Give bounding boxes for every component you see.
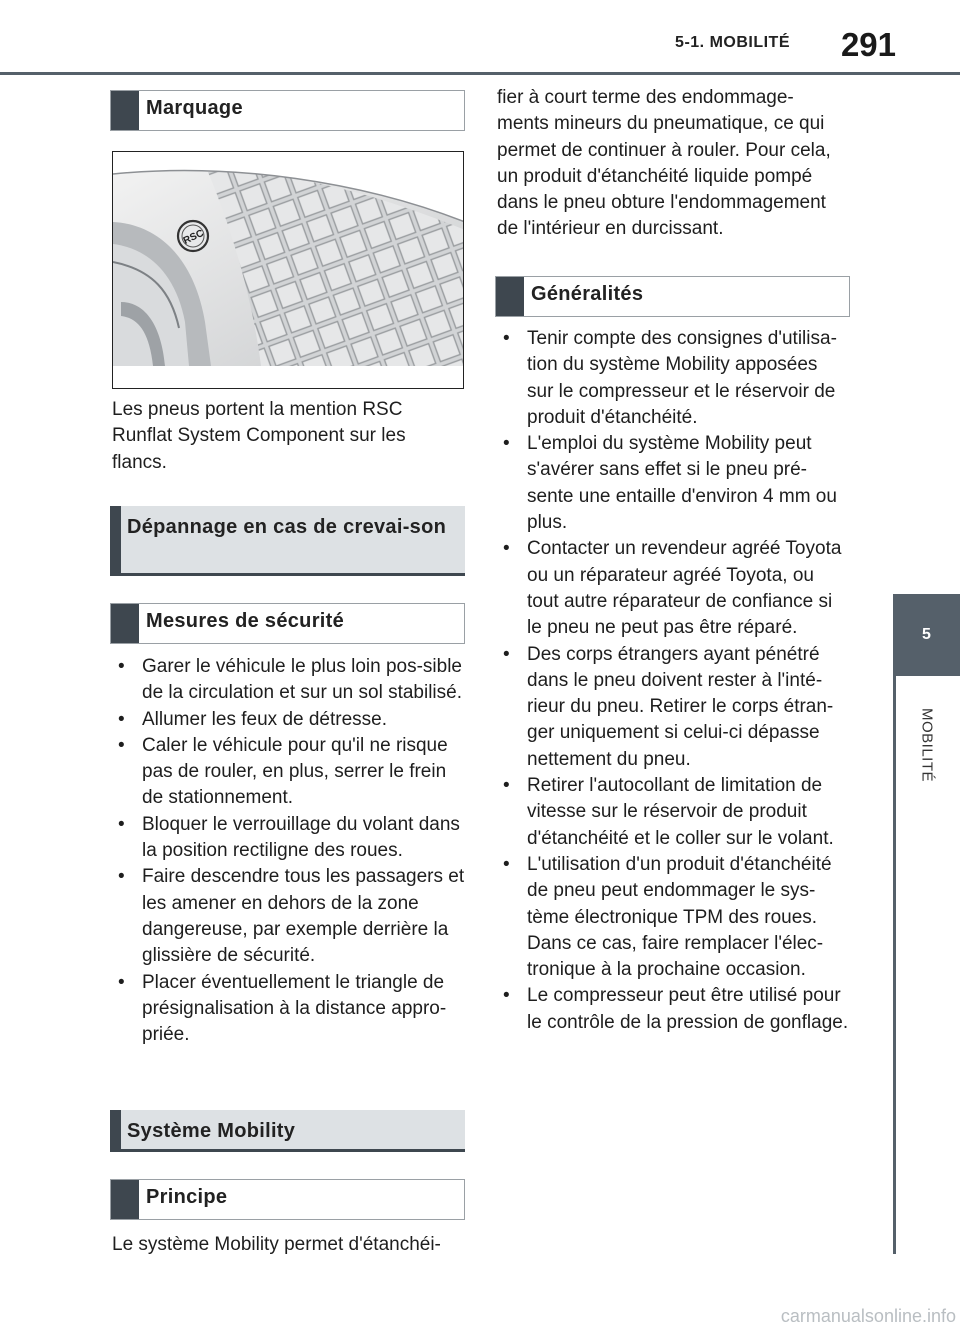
heading-depannage	[110, 506, 465, 576]
heading-marquage-text: Marquage	[146, 97, 243, 119]
paragraph-marquage: Les pneus portent la mention RSC Runflat System Component sur les flancs.	[112, 399, 406, 473]
list-item: • Faire descendre tous les passagers et les amener en dehors de la zone dangereuse, par exemple derrière la glissière de sécurité.	[112, 864, 467, 969]
heading-mesures	[110, 603, 465, 644]
section-title: 5-1. MOBILITÉ	[675, 34, 790, 51]
tire-drawing	[113, 152, 464, 389]
heading-generalites-text: Généralités	[531, 283, 644, 305]
header-rule	[0, 72, 960, 75]
page-number: 291	[840, 26, 896, 63]
paragraph-principe-cont: fier à court terme des endommage-ments mineurs du pneumatique, ce qui permet de continuer à rouler. Pour cela, un produit d'étanchéité liquide pompé dans le pneu obture l'endommagement de l'intérieur en durcissant.	[497, 87, 831, 240]
tire-illustration	[112, 151, 464, 389]
watermark: carmanualsonline.info	[780, 1306, 956, 1326]
heading-depannage-text: Dépannage en cas de crevai-son	[127, 516, 447, 538]
list-mesures	[112, 654, 467, 1048]
heading-generalites	[495, 276, 850, 317]
list-item: • L'utilisation d'un produit d'étanchéité de pneu peut endommager le sys-tème électronique TPM des roues. Dans ce cas, faire remplacer l'élec-tronique à la prochaine occasion.	[497, 852, 849, 983]
chapter-label	[893, 690, 960, 800]
list-item: • Garer le véhicule le plus loin pos-sible de la circulation et sur un sol stabilisé.	[112, 654, 467, 707]
chapter-label-text: MOBILITÉ	[918, 707, 935, 783]
rsc-emblem: RSC	[181, 227, 206, 247]
list-item: • Placer éventuellement le triangle de présignalisation à la distance appro-priée.	[112, 970, 467, 1049]
list-item: • Des corps étrangers ayant pénétré dans le pneu doivent rester à l'inté-rieur du pneu. Retirer le corps étran-ger uniquement si celui-ci dépasse nettement du pneu.	[497, 642, 849, 773]
heading-bar	[110, 1110, 121, 1152]
heading-systeme-text: Système Mobility	[127, 1120, 296, 1142]
list-item: • L'emploi du système Mobility peut s'avérer sans effet si le pneu pré-sente une entaille d'environ 4 mm ou plus.	[497, 431, 849, 536]
chapter-tab[interactable]: 5	[893, 594, 960, 676]
heading-mesures-text: Mesures de sécurité	[146, 610, 345, 632]
heading-principe-text: Principe	[146, 1186, 228, 1208]
list-item: • Contacter un revendeur agréé Toyota ou un réparateur agréé Toyota, ou tout autre réparateur de confiance si le pneu ne peut pas être réparé.	[497, 536, 849, 641]
list-item: • Caler le véhicule pour qu'il ne risque pas de rouler, en plus, serrer le frein de stationnement.	[112, 733, 467, 812]
heading-bar	[111, 91, 139, 130]
paragraph-principe-start: Le système Mobility permet d'étanchéi-	[112, 1234, 441, 1255]
heading-principe	[110, 1179, 465, 1220]
list-item: • Tenir compte des consignes d'utilisa-tion du système Mobility apposées sur le compresseur et le réservoir de produit d'étanchéité.	[497, 326, 849, 431]
list-item: • Retirer l'autocollant de limitation de vitesse sur le réservoir de produit d'étanchéité et le coller sur le volant.	[497, 773, 849, 852]
list-item: • Le compresseur peut être utilisé pour le contrôle de la pression de gonflage.	[497, 983, 849, 1036]
list-item: • Allumer les feux de détresse.	[112, 707, 467, 733]
list-generalites	[497, 326, 849, 1036]
heading-bar	[110, 506, 121, 576]
heading-bar	[111, 604, 139, 643]
heading-bar	[496, 277, 524, 316]
list-item: • Bloquer le verrouillage du volant dans la position rectiligne des roues.	[112, 812, 467, 865]
heading-systeme	[110, 1110, 465, 1152]
heading-bar	[111, 1180, 139, 1219]
heading-marquage	[110, 90, 465, 131]
